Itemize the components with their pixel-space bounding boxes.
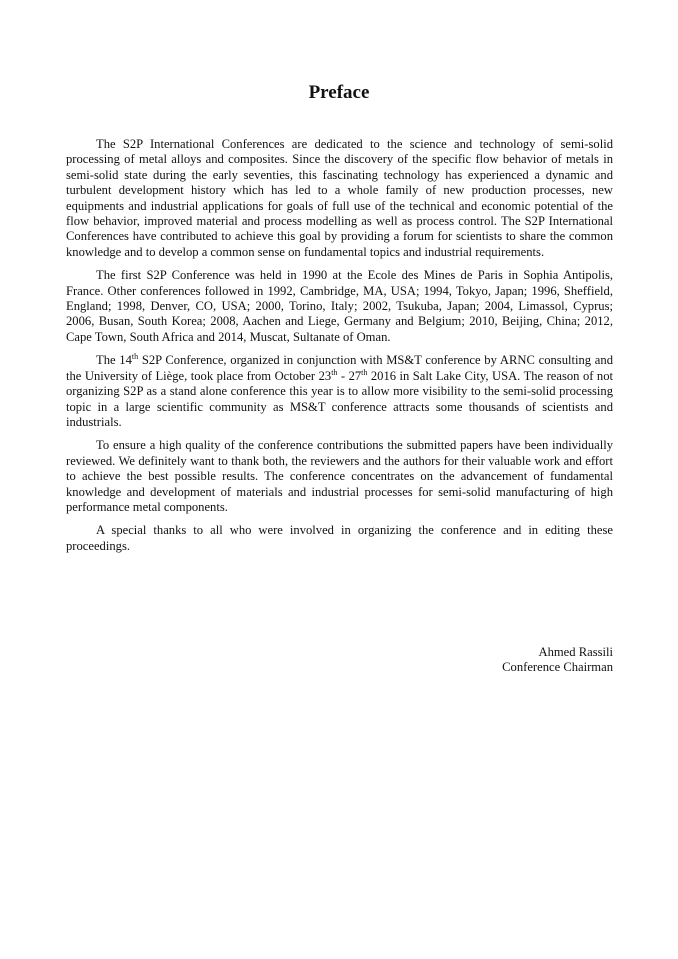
paragraph-thanks: A special thanks to all who were involved in organizing the conference and in editing these proceedings. <box>66 523 613 553</box>
paragraph-intro: The S2P International Conferences are dedicated to the science and technology of semi-solid processing of metal alloys and composites. Since the discovery of the specific flow behavior of metals in semi-solid state during the early seventies, this fascinating technology has experienced a dynamic and turbulent development history which has led to a whole family of new production processes, new equipments and industrial applications for goals of full use of the technical and economic potential of the flow behavior, improved material and process modelling as well as process control. The S2P International Conferences have contributed to achieve this goal by providing a forum for scientists to share the common knowledge and to develop a common sense on fundamental topics and industrial requirements. <box>66 137 613 259</box>
paragraph-history: The first S2P Conference was held in 1990 at the Ecole des Mines de Paris in Sophia Antipolis, France. Other conferences followed in 1992, Cambridge, MA, USA; 1994, Tokyo, Japan; 1996, Sheffield, England; 1998, Denver, CO, USA; 2000, Torino, Italy; 2002, Tsukuba, Japan; 2004, Limassol, Cyprus; 2006, Busan, South Korea; 2008, Aachen and Liege, Germany and Belgium; 2010, Beijing, China; 2012, Cape Town, South Africa and 2014, Muscat, Sultanate of Oman. <box>66 268 613 344</box>
signature-block <box>502 645 613 676</box>
signature-name: Ahmed Rassili <box>538 645 613 659</box>
p3-superscript-3: th <box>361 367 368 377</box>
paragraph-review: To ensure a high quality of the conference contributions the submitted papers have been individually reviewed. We definitely want to thank both, the reviewers and the authors for their valuable work and effort to achieve the best possible results. The conference concentrates on the advancement of fundamental knowledge and development of materials and industrial processes for semi-solid manufacturing of high performance metal components. <box>66 438 613 514</box>
p3-superscript-2: th <box>331 367 338 377</box>
paragraph-14th-conference <box>66 353 613 430</box>
p3-text-1: The 14 <box>96 353 132 368</box>
signature-role: Conference Chairman <box>502 660 613 675</box>
page-title: Preface <box>308 82 370 103</box>
p3-superscript-1: th <box>131 352 139 362</box>
p3-text-4: 2016 in Salt Lake City, USA. The reason of not organizing S2P as a stand alone conference this year is to allow more visibility to the semi-solid processing topic in a large scientific community as MS&T conference attracts some thousands of scientists and industrials. <box>66 368 614 429</box>
p3-text-2: S2P Conference, organized in conjunction with MS&T conference by ARNC consulting and the University of Liège, took place from October 23 <box>66 353 613 383</box>
p3-text-3: - 27 <box>337 368 362 383</box>
preface-body <box>66 137 613 562</box>
